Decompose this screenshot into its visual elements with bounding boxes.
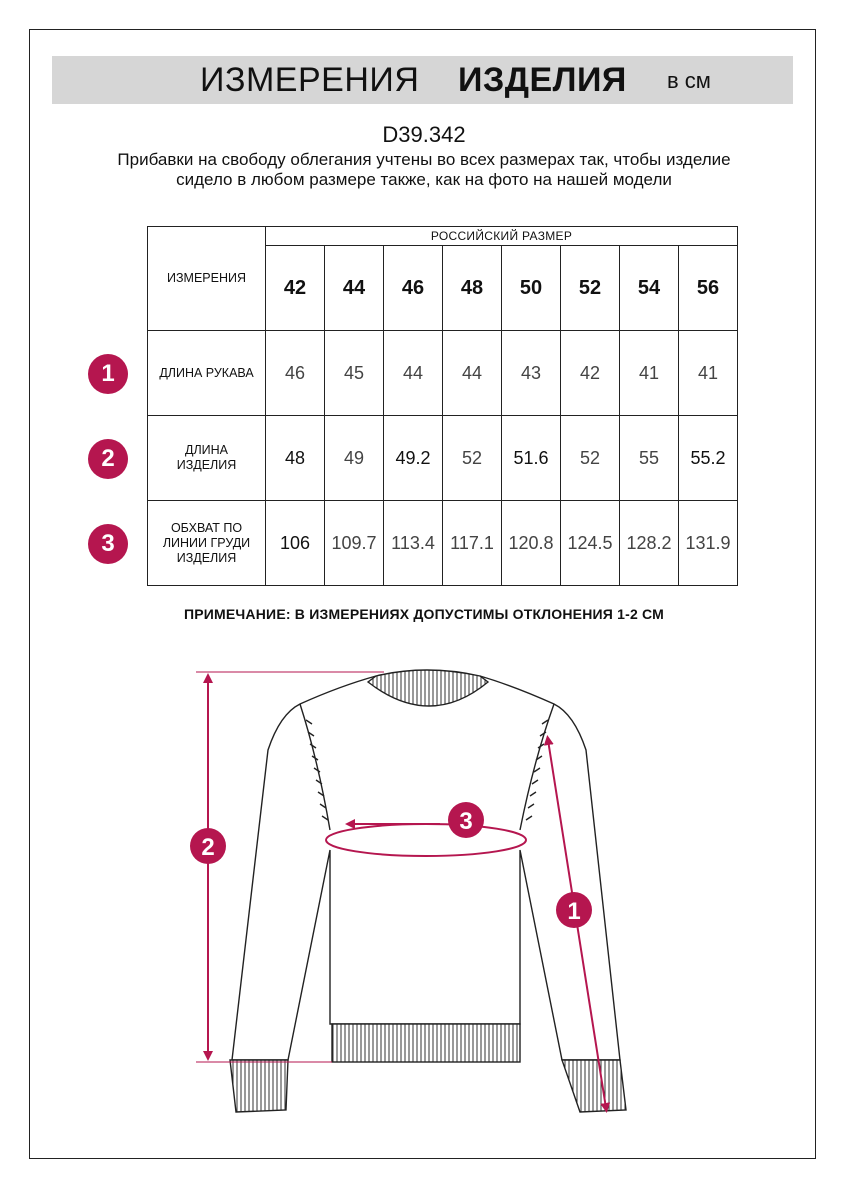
size-table [147, 226, 738, 586]
table-cell: 42 [561, 331, 620, 416]
table-cell: 113.4 [384, 501, 443, 586]
badge-sleeve-label: 1 [567, 898, 581, 925]
table-row-garment-length [148, 416, 738, 501]
table-cell: 46 [266, 331, 325, 416]
table-cell: 45 [325, 331, 384, 416]
article-number: D39.342 [382, 122, 466, 147]
table-cell: 52 [443, 416, 502, 501]
table-cell: 55.2 [679, 416, 738, 501]
fit-description: Прибавки на свободу облегания учтены во всех размерах так, чтобы изделие сидело в любом размере также, как на фото на нашей модели [117, 150, 731, 189]
header-title-measurements: ИЗМЕРЕНИЯ [200, 61, 420, 99]
row-label-chest-girth: ОБХВАТ ПО ЛИНИИ ГРУДИ ИЗДЕЛИЯ [148, 501, 266, 586]
sweater-outline [230, 670, 626, 1112]
table-cell: 106 [266, 501, 325, 586]
table-cell: 124.5 [561, 501, 620, 586]
size-54: 54 [620, 246, 679, 331]
size-50: 50 [502, 246, 561, 331]
row-label-sleeve-length: ДЛИНА РУКАВА [148, 331, 266, 416]
size-44: 44 [325, 246, 384, 331]
table-cell: 120.8 [502, 501, 561, 586]
badge-length-label: 2 [201, 834, 215, 861]
size-52: 52 [561, 246, 620, 331]
row-label-garment-length: ДЛИНА ИЗДЕЛИЯ [148, 416, 266, 501]
sweater-diagram [0, 640, 848, 1160]
table-cell: 52 [561, 416, 620, 501]
header-title-product: ИЗДЕЛИЯ [458, 61, 627, 99]
table-cell: 51.6 [502, 416, 561, 501]
table-row-chest-girth [148, 501, 738, 586]
table-cell: 48 [266, 416, 325, 501]
table-cell: 49.2 [384, 416, 443, 501]
table-cell: 117.1 [443, 501, 502, 586]
size-56: 56 [679, 246, 738, 331]
size-group-label: РОССИЙСКИЙ РАЗМЕР [266, 227, 738, 246]
table-cell: 43 [502, 331, 561, 416]
header-unit: в см [667, 68, 711, 93]
table-cell: 109.7 [325, 501, 384, 586]
size-48: 48 [443, 246, 502, 331]
table-row-sleeve-length [148, 331, 738, 416]
row-badge-2: 2 [88, 439, 128, 479]
table-cell: 131.9 [679, 501, 738, 586]
tolerance-note: ПРИМЕЧАНИЕ: В ИЗМЕРЕНИЯХ ДОПУСТИМЫ ОТКЛОНЕНИЯ 1-2 СМ [183, 606, 665, 622]
table-cell: 41 [620, 331, 679, 416]
size-46: 46 [384, 246, 443, 331]
table-cell: 128.2 [620, 501, 679, 586]
badge-chest-label: 3 [459, 808, 473, 835]
table-cell: 55 [620, 416, 679, 501]
table-cell: 49 [325, 416, 384, 501]
table-corner-label: ИЗМЕРЕНИЯ [148, 227, 266, 331]
table-cell: 44 [443, 331, 502, 416]
row-badge-3: 3 [88, 524, 128, 564]
table-cell: 44 [384, 331, 443, 416]
row-badge-1: 1 [88, 354, 128, 394]
size-42: 42 [266, 246, 325, 331]
table-cell: 41 [679, 331, 738, 416]
